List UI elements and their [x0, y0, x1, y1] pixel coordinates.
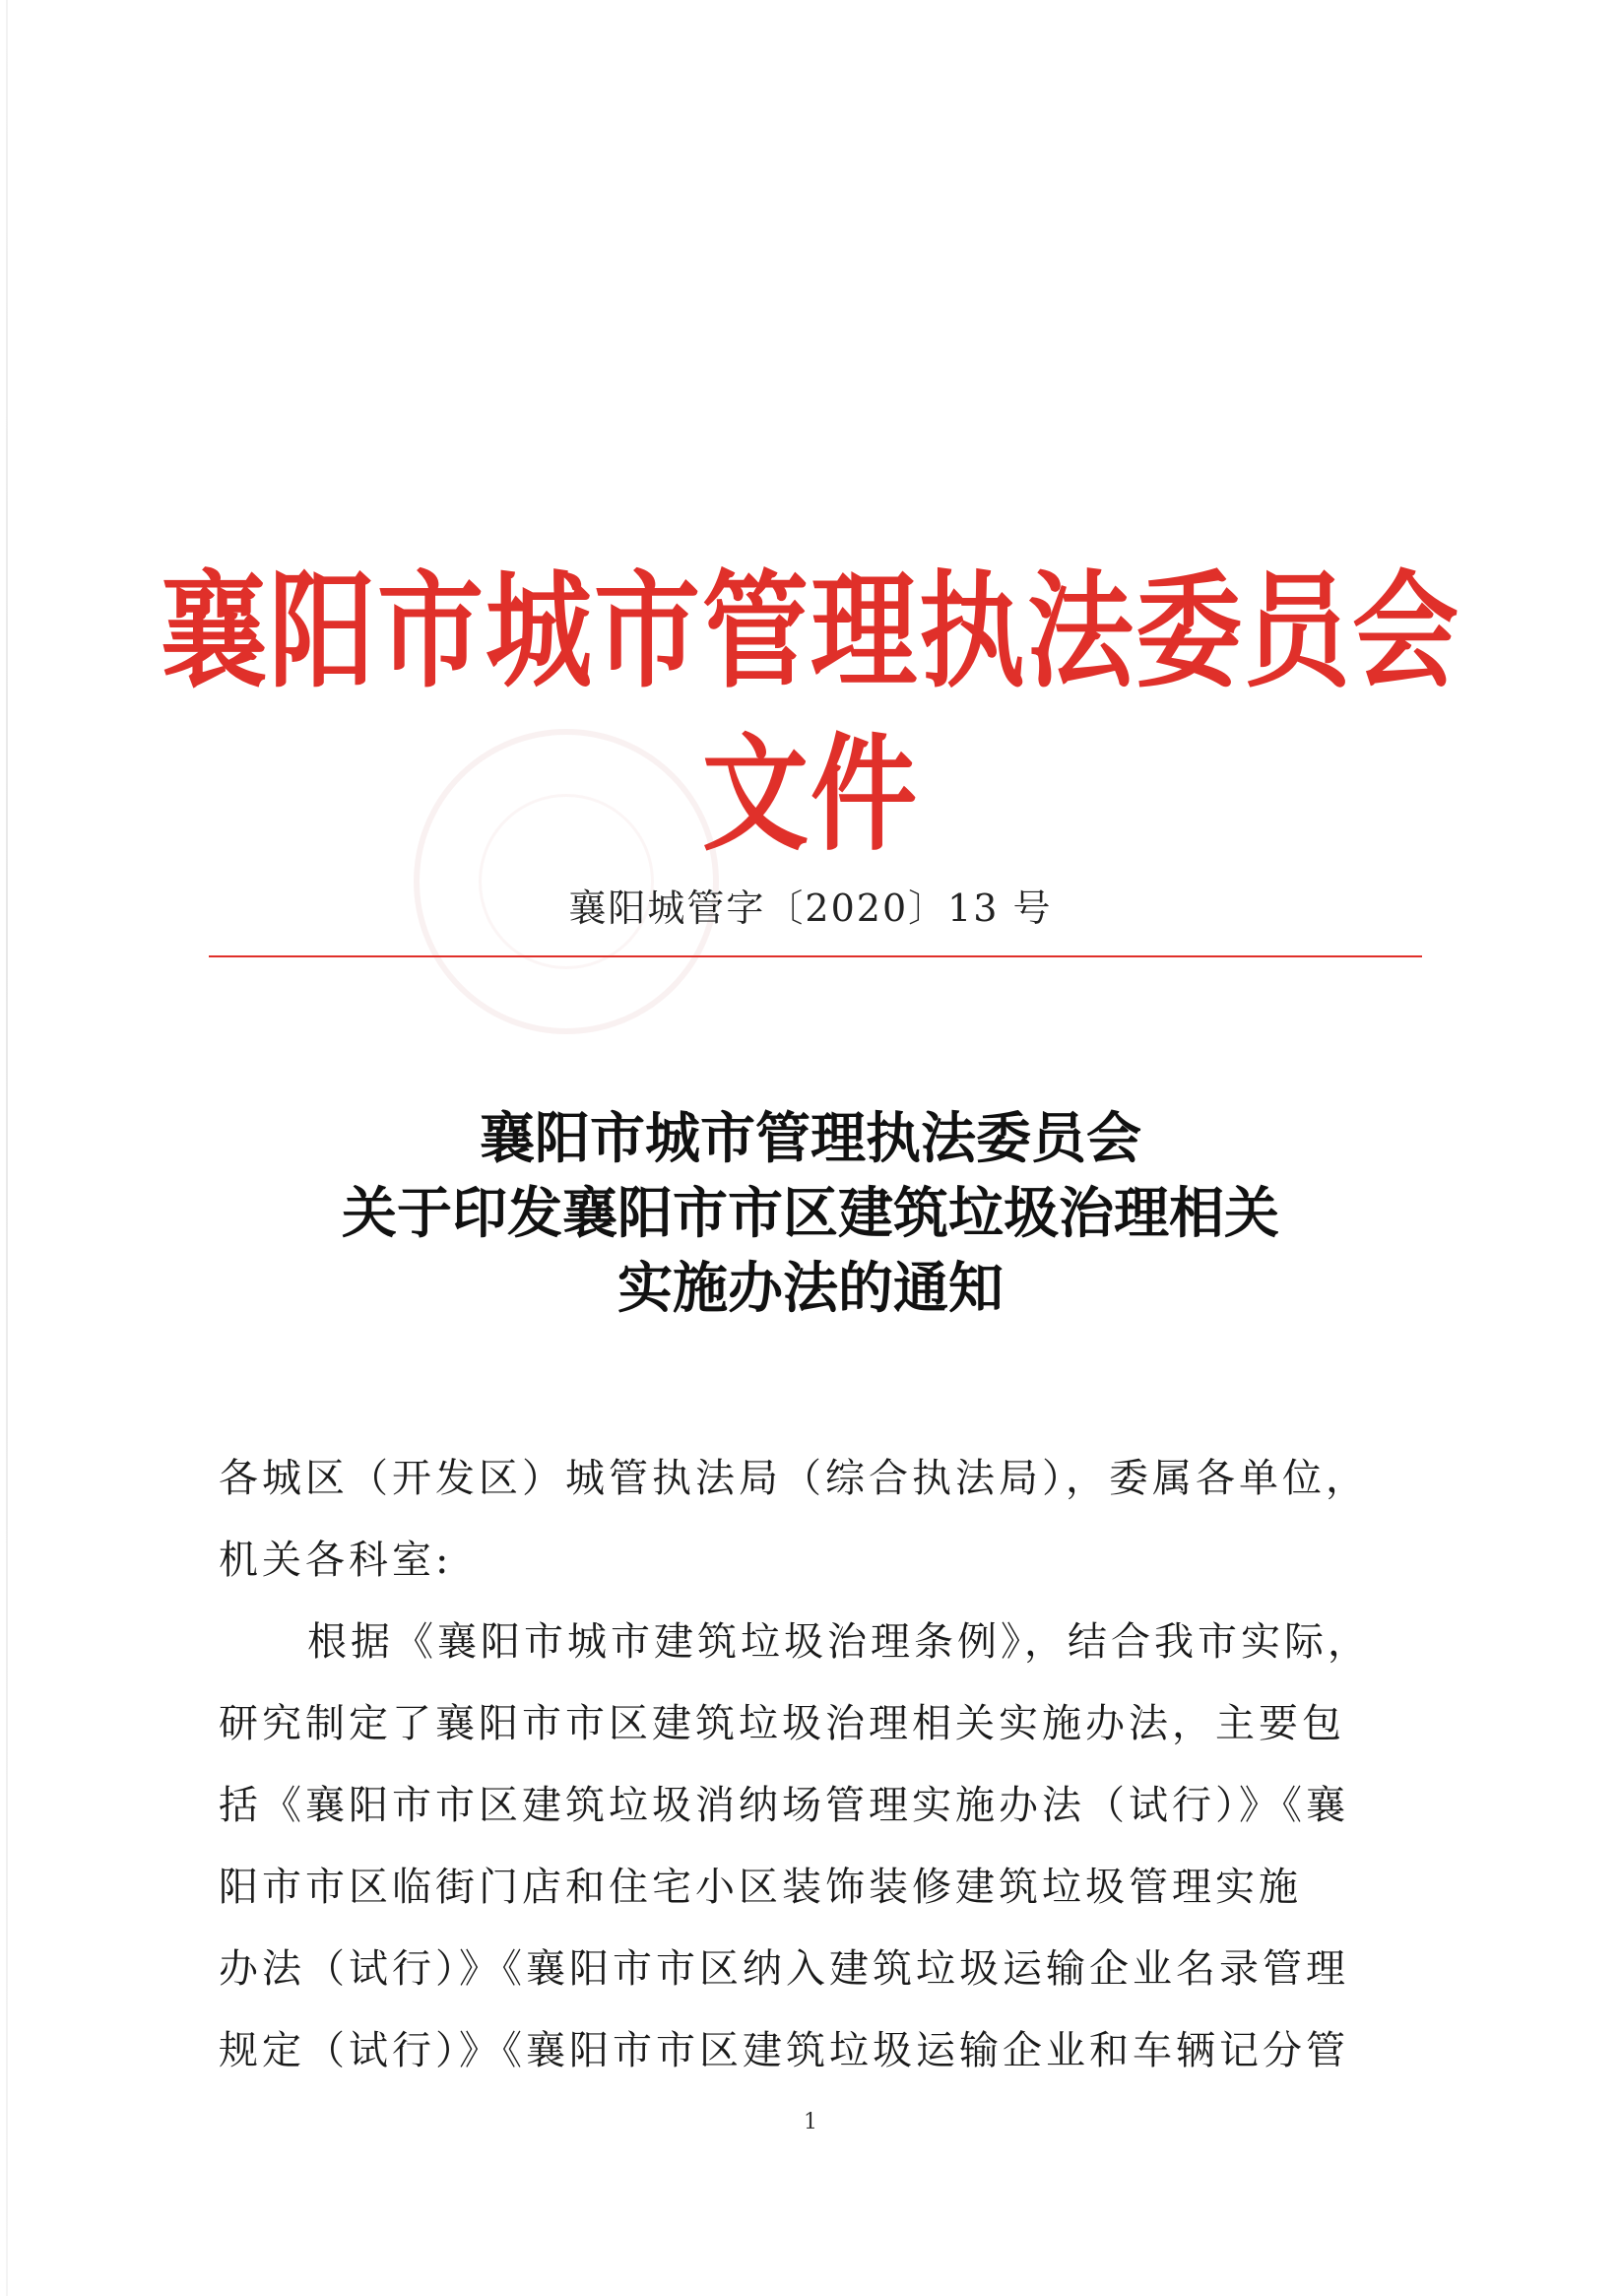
- body-line: 阳市市区临街门店和住宅小区装饰装修建筑垃圾管理实施: [219, 1865, 1302, 1910]
- red-divider-line: [209, 955, 1422, 957]
- document-body: [219, 1438, 1371, 2092]
- page-number: 1: [804, 2110, 817, 2134]
- body-line-salutation-cont: 机关各科室:: [219, 1538, 453, 1583]
- title-line-3: 实施办法的通知: [617, 1256, 1004, 1321]
- body-line: 研究制定了襄阳市市区建筑垃圾治理相关实施办法，主要包: [219, 1701, 1345, 1746]
- faded-seal-stamp: [414, 729, 719, 1034]
- body-line-paragraph-start: 根据《襄阳市城市建筑垃圾治理条例》，结合我市实际，: [307, 1619, 1371, 1665]
- document-masthead: 襄阳市城市管理执法委员会文件: [160, 559, 1460, 868]
- title-line-1: 襄阳市城市管理执法委员会: [480, 1106, 1141, 1171]
- seal-inner-ring: [479, 794, 654, 969]
- document-title: [0, 1101, 1621, 1326]
- title-line-2: 关于印发襄阳市市区建筑垃圾治理相关: [342, 1181, 1279, 1246]
- document-number: 襄阳城管字〔2020〕13 号: [568, 886, 1053, 930]
- body-line: 括《襄阳市市区建筑垃圾消纳场管理实施办法（试行）》《襄: [219, 1783, 1349, 1828]
- body-line: 办法（试行）》《襄阳市市区纳入建筑垃圾运输企业名录管理: [219, 1946, 1349, 1992]
- body-line: 规定（试行）》《襄阳市市区建筑垃圾运输企业和车辆记分管: [219, 2028, 1349, 2073]
- body-line-salutation: 各城区（开发区）城管执法局（综合执法局），委属各单位，: [219, 1456, 1369, 1501]
